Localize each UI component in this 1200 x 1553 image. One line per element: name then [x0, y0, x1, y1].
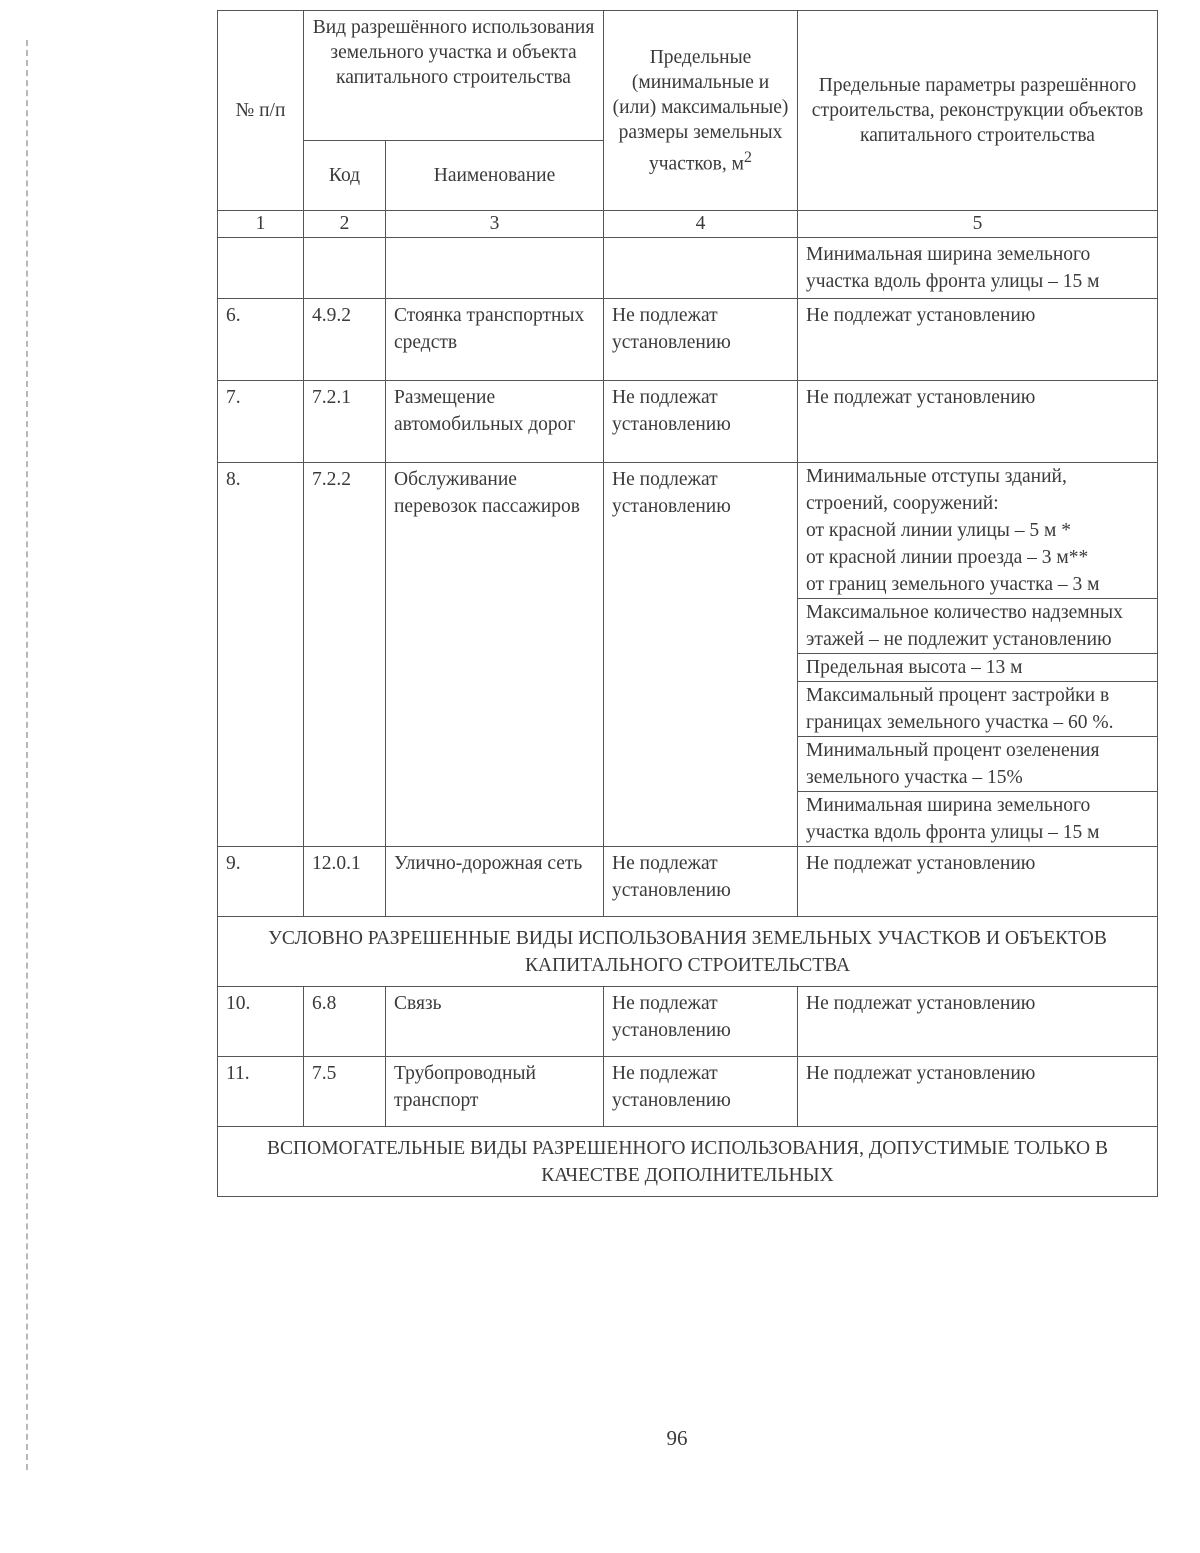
row-code-cell: 4.9.2 [304, 299, 386, 381]
land-use-table [217, 10, 1158, 1197]
params-header: Предельные параметры разрешённого строительства, реконструкции объектов капитального строительства [798, 11, 1158, 211]
param-setback-passage: от красной линии проезда – 3 м** [806, 547, 1089, 568]
column-number: 1 [218, 211, 304, 238]
row-size-cell: Не подлежат установлению [604, 847, 798, 917]
row-num-cell: 8. [218, 463, 304, 847]
param-item: Минимальный процент озеленения земельного участка – 15% [798, 737, 1157, 792]
row-params-cell: Не подлежат установлению [798, 381, 1158, 463]
scan-margin-mark [26, 40, 28, 1470]
size-unit-superscript: 2 [743, 147, 753, 166]
param-item: Минимальная ширина земельного участка вдоль фронта улицы – 15 м [806, 795, 1100, 843]
row-code-cell [304, 238, 386, 299]
use-type-header: Вид разрешённого использования земельного участка и объекта капитального строительства [304, 11, 604, 141]
row-num-cell: 10. [218, 987, 304, 1057]
params-list [798, 463, 1157, 846]
row-num-cell: 7. [218, 381, 304, 463]
row-code-cell: 7.2.1 [304, 381, 386, 463]
table-header-row [218, 11, 1158, 141]
row-code-cell: 6.8 [304, 987, 386, 1057]
param-item: Максимальное количество надземных этажей – не подлежит установлению [798, 599, 1157, 654]
row-params-cell: Не подлежат установлению [798, 847, 1158, 917]
row-params-cell [798, 463, 1158, 847]
row-name-cell: Обслуживание перевозок пассажиров [386, 463, 604, 847]
page-number: 96 [666, 1426, 688, 1450]
row-params-cell: Не подлежат установлению [798, 987, 1158, 1057]
row-size-cell [604, 238, 798, 299]
row-params-cell: Не подлежат установлению [798, 1057, 1158, 1127]
column-numbers-row [218, 211, 1158, 238]
column-number: 2 [304, 211, 386, 238]
table-row [218, 299, 1158, 381]
row-name-cell: Размещение автомобильных дорог [386, 381, 604, 463]
size-header [604, 11, 798, 211]
row-size-cell: Не подлежат установлению [604, 1057, 798, 1127]
code-header: Код [304, 141, 386, 211]
table-row [218, 987, 1158, 1057]
row-code-cell: 7.2.2 [304, 463, 386, 847]
row-code-cell: 7.5 [304, 1057, 386, 1127]
row-num-cell [218, 238, 304, 299]
param-item [798, 463, 1157, 599]
row-size-cell: Не подлежат установлению [604, 987, 798, 1057]
section-row [218, 917, 1158, 987]
row-name-cell: Связь [386, 987, 604, 1057]
param-item: Максимальный процент застройки в границах земельного участка – 60 %. [798, 682, 1157, 737]
name-header: Наименование [386, 141, 604, 211]
param-item: Предельная высота – 13 м [798, 654, 1157, 682]
row-code-cell: 12.0.1 [304, 847, 386, 917]
row-params-cell: Минимальная ширина земельного участка вдоль фронта улицы – 15 м [798, 238, 1158, 299]
table-row [218, 847, 1158, 917]
param-setbacks-title: Минимальные отступы зданий, строений, сооружений: [806, 466, 1067, 514]
row-num-cell: 6. [218, 299, 304, 381]
section-conditional-title: УСЛОВНО РАЗРЕШЕННЫЕ ВИДЫ ИСПОЛЬЗОВАНИЯ ЗЕМЕЛЬНЫХ УЧАСТКОВ И ОБЪЕКТОВ КАПИТАЛЬНОГО СТРОИТЕЛЬСТВА [218, 917, 1158, 987]
num-header: № п/п [218, 11, 304, 211]
column-number: 5 [798, 211, 1158, 238]
table-row [218, 1057, 1158, 1127]
column-number: 4 [604, 211, 798, 238]
column-number: 3 [386, 211, 604, 238]
row-size-cell: Не подлежат установлению [604, 463, 798, 847]
table-row [218, 238, 1158, 299]
size-header-text: Предельные (минимальные и (или) максимальные) размеры земельных участков, м [612, 46, 789, 175]
row-name-cell [386, 238, 604, 299]
table-row [218, 381, 1158, 463]
row-num-cell: 9. [218, 847, 304, 917]
row-size-cell: Не подлежат установлению [604, 381, 798, 463]
section-auxiliary-title: ВСПОМОГАТЕЛЬНЫЕ ВИДЫ РАЗРЕШЕННОГО ИСПОЛЬЗОВАНИЯ, ДОПУСТИМЫЕ ТОЛЬКО В КАЧЕСТВЕ ДОПОЛНИТЕЛЬНЫХ [218, 1127, 1158, 1197]
row-name-cell: Улично-дорожная сеть [386, 847, 604, 917]
row-size-cell: Не подлежат установлению [604, 299, 798, 381]
row-params-cell: Не подлежат установлению [798, 299, 1158, 381]
param-setback-borders: от границ земельного участка – 3 м [806, 574, 1100, 595]
section-row [218, 1127, 1158, 1197]
row-num-cell: 11. [218, 1057, 304, 1127]
row-name-cell: Стоянка транспортных средств [386, 299, 604, 381]
row-name-cell: Трубопроводный транспорт [386, 1057, 604, 1127]
table-row [218, 463, 1158, 847]
param-setback-street: от красной линии улицы – 5 м * [806, 520, 1071, 541]
